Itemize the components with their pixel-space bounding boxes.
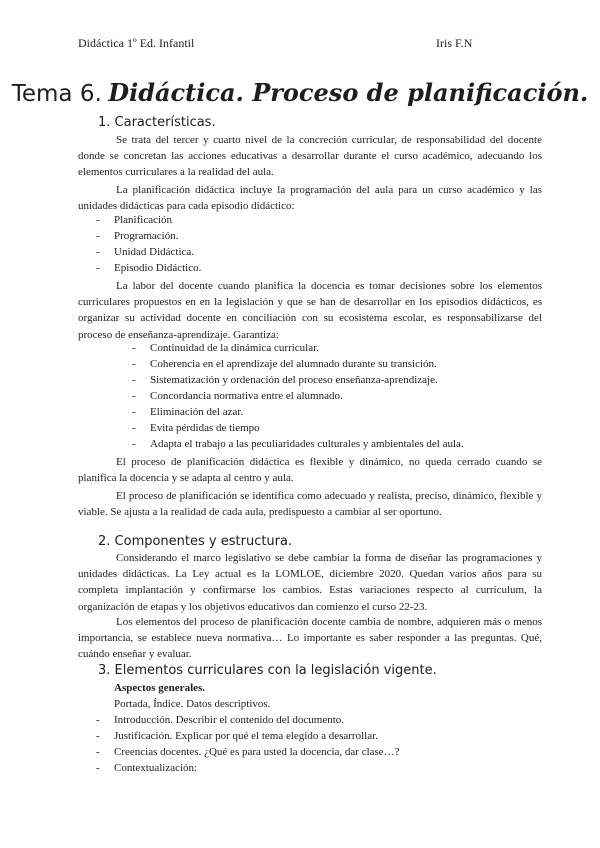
section-2-para-2: Los elementos del proceso de planificación docente cambia de nombre, adquieren más o menos importancia, se establece nueva normativa… Lo importante es saber responder a las preguntas. Qué, cuándo enseñar y evaluar. xyxy=(78,616,542,661)
list-item: - Unidad Didáctica. xyxy=(96,246,195,258)
list-item: - Programación. xyxy=(96,230,179,242)
header-course: Didáctica 1º Ed. Infantil xyxy=(78,36,195,50)
page-title xyxy=(0,78,600,108)
title-emphasis: Didáctica. Proceso de planificación. xyxy=(108,78,589,107)
section-1-para-4: El proceso de planificación didáctica es flexible y dinámico, no queda cerrado cuando se planifica la docencia y se adapta al centro y aula. xyxy=(78,456,542,485)
list-item: - Planificación xyxy=(96,214,173,226)
section-2-heading: 2. Componentes y estructura. xyxy=(98,534,293,549)
list-item: - Evita pérdidas de tiempo xyxy=(132,422,260,434)
list-item: - Creencias docentes. ¿Qué es para usted la docencia, dar clase…? xyxy=(96,746,400,758)
title-prefix: Tema 6. xyxy=(11,81,102,107)
list-item: - Adapta el trabajo a las peculiaridades culturales y ambientales del aula. xyxy=(132,438,464,450)
list-item: - Coherencia en el aprendizaje del alumnado durante su transición. xyxy=(132,358,437,370)
section-1-heading: 1. Características. xyxy=(98,115,216,130)
header-author: Iris F.N xyxy=(436,36,473,50)
list-item: - Episodio Didáctico. xyxy=(96,262,202,274)
section-3-subheading: Aspectos generales. xyxy=(114,682,206,694)
section-1-para-5: El proceso de planificación se identifica como adecuado y realista, preciso, dinámico, flexible y viable. Se ajusta a la realidad de cada aula, predispuesto a cambiar al ser oportuno. xyxy=(78,490,542,519)
list-item: - Sistematización y ordenación del proceso enseñanza-aprendizaje. xyxy=(132,374,438,386)
section-2-para-1: Considerando el marco legislativo se debe cambiar la forma de diseñar las programaciones y unidades didácticas. La Ley actual es la LOMLOE, diciembre 2020. Quedan varios años para su completa implantación y confirmarse los cambios. Estas variaciones respecto al currículum, la organización de etapas y los objetivos educativos dan comienzo el curso 22-23. xyxy=(78,552,542,613)
list-item: - Justificación. Explicar por qué el tema elegido a desarrollar. xyxy=(96,730,378,742)
list-item: - Concordancia normativa entre el alumnado. xyxy=(132,390,343,402)
list-item: - Contextualización: xyxy=(96,762,198,774)
section-3-intro: Portada, Índice. Datos descriptivos. xyxy=(114,698,271,710)
section-1-para-1: Se trata del tercer y cuarto nivel de la concreción curricular, de responsabilidad del docente donde se concretan las acciones educativas a desarrollar durante el curso académico, adecuando los elementos curriculares a la realidad del aula. xyxy=(78,134,542,179)
section-3-heading: 3. Elementos curriculares con la legislación vigente. xyxy=(98,663,437,678)
section-1-para-3: La labor del docente cuando planifica la docencia es tomar decisiones sobre los elementos curriculares propuestos en en la legislación y que se han de desarrollar en los episodios didácticos, es organizar su actividad docente en conciliación con su ecosistema escolar, es responsabilizarse del proceso de enseñanza-aprendizaje. Garantiza: xyxy=(78,280,542,341)
list-item: - Introducción. Describir el contenido del documento. xyxy=(96,714,345,726)
list-item: - Eliminación del azar. xyxy=(132,406,244,418)
list-item: - Continuidad de la dinámica curricular. xyxy=(132,342,319,354)
section-1-para-2: La planificación didáctica incluye la programación del aula para un curso académico y las unidades didácticas para cada episodio didáctico: xyxy=(78,184,542,213)
